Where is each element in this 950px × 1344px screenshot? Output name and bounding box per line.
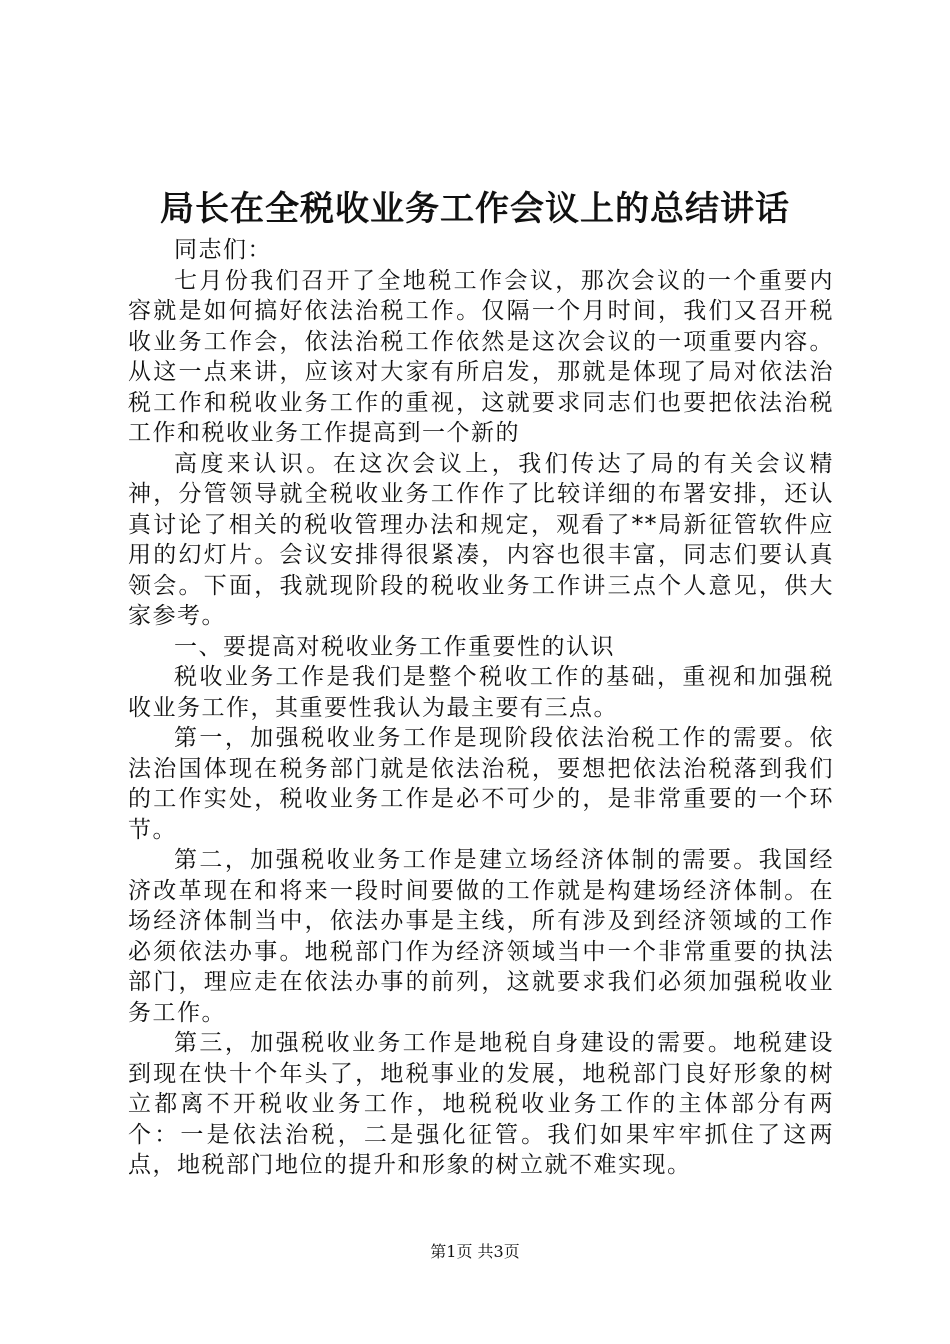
- paragraph-3: 税收业务工作是我们是整个税收工作的基础，重视和加强税收业务工作，其重要性我认为最主要有三点。: [128, 664, 834, 721]
- paragraph-4: 第一，加强税收业务工作是现阶段依法治税工作的需要。依法治国体现在税务部门就是依法治税，要想把依法治税落到我们的工作实处，税收业务工作是必不可少的，是非常重要的一个环节。: [128, 725, 834, 843]
- paragraph-2: 高度来认识。在这次会议上，我们传达了局的有关会议精神，分管领导就全税收业务工作作了比较详细的布署安排，还认真讨论了相关的税收管理办法和规定，观看了**局新征管软件应用的幻灯片。会议安排得很紧凑，内容也很丰富，同志们要认真领会。下面，我就现阶段的税收业务工作讲三点个人意见，供大家参考。: [128, 450, 834, 629]
- page-footer: 第1页 共3页: [430, 1242, 520, 1261]
- paragraph-5: 第二，加强税收业务工作是建立场经济体制的需要。我国经济改革现在和将来一段时间要做的工作就是构建场经济体制。在场经济体制当中，依法办事是主线，所有涉及到经济领域的工作必须依法办事。地税部门作为经济领域当中一个非常重要的执法部门，理应走在依法办事的前列，这就要求我们必须加强税收业务工作。: [128, 847, 834, 1026]
- salutation: 同志们：: [174, 237, 272, 263]
- document-title: 局长在全税收业务工作会议上的总结讲话: [160, 189, 790, 229]
- document-body: [128, 235, 834, 1181]
- section-heading-1: 一、要提高对税收业务工作重要性的认识: [174, 633, 615, 660]
- paragraph-6: 第三，加强税收业务工作是地税自身建设的需要。地税建设到现在快十个年头了，地税事业的发展，地税部门良好形象的树立都离不开税收业务工作，地税税收业务工作的主体部分有两个：一是依法治税，二是强化征管。我们如果牢牢抓住了这两点，地税部门地位的提升和形象的树立就不难实现。: [128, 1030, 834, 1178]
- paragraph-1: 七月份我们召开了全地税工作会议，那次会议的一个重要内容就是如何搞好依法治税工作。仅隔一个月时间，我们又召开税收业务工作会，依法治税工作依然是这次会议的一项重要内容。从这一点来讲，应该对大家有所启发，那就是体现了局对依法治税工作和税收业务工作的重视，这就要求同志们也要把依法治税工作和税收业务工作提高到一个新的: [128, 267, 834, 446]
